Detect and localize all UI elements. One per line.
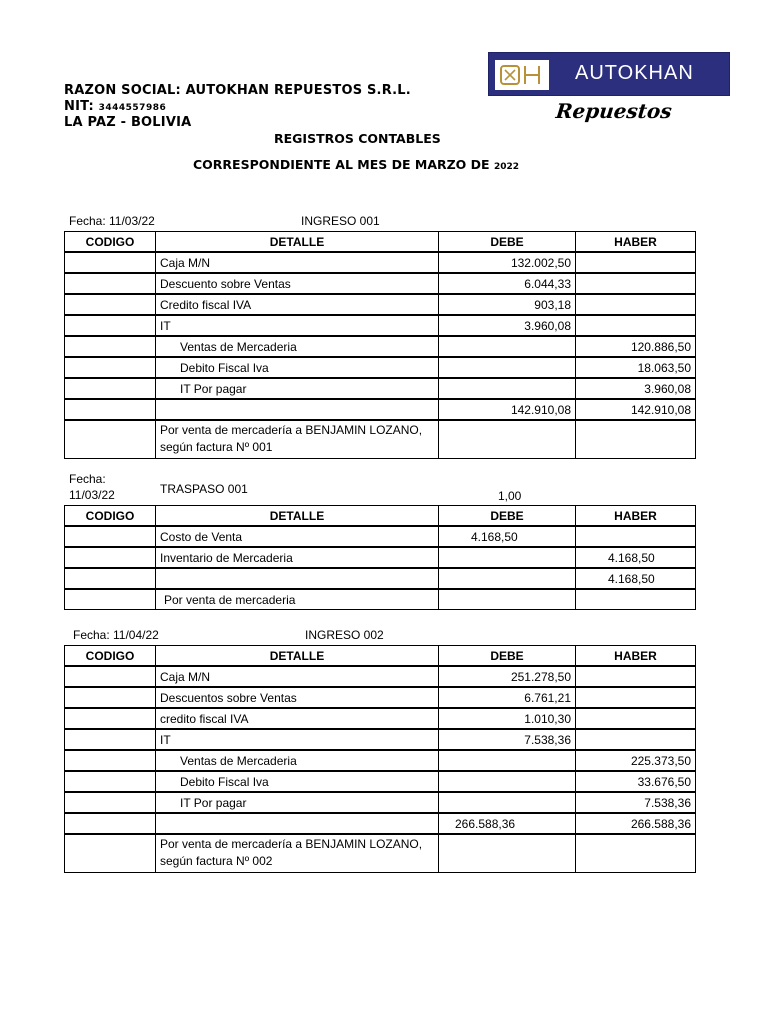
cell-debe <box>439 792 576 813</box>
nit-label: NIT: <box>64 99 94 114</box>
cell-codigo <box>65 834 156 873</box>
cell-haber <box>576 687 696 708</box>
subtitle-text: CORRESPONDIENTE AL MES DE MARZO DE <box>193 157 490 172</box>
cell-detalle: Credito fiscal IVA <box>156 294 439 315</box>
cell-debe: 251.278,50 <box>439 666 576 687</box>
cell-haber <box>576 294 696 315</box>
logo-emblem-icon <box>495 60 549 90</box>
glosa-row <box>65 834 696 873</box>
totals-row <box>65 399 696 420</box>
glosa-row <box>65 420 696 459</box>
cell-codigo <box>65 252 156 273</box>
cell-codigo <box>65 750 156 771</box>
cell-detalle: Inventario de Mercaderia <box>156 547 439 568</box>
cell-debe: 6.761,21 <box>439 687 576 708</box>
entry-type: INGRESO 001 <box>301 214 380 228</box>
table-header-row <box>65 646 696 667</box>
cell-haber <box>576 708 696 729</box>
totals-row <box>65 813 696 834</box>
table-header-row <box>65 506 696 527</box>
entry-type: INGRESO 002 <box>305 628 384 642</box>
page-subtitle <box>193 157 519 172</box>
cell-detalle <box>156 568 439 589</box>
glosa-text: Por venta de mercaderia <box>156 589 439 610</box>
cell-codigo <box>65 792 156 813</box>
entry-extra-value: 1,00 <box>498 489 522 503</box>
cell-detalle: credito fiscal IVA <box>156 708 439 729</box>
cell-haber <box>576 729 696 750</box>
total-debe <box>439 568 576 589</box>
table-row <box>65 729 696 750</box>
table-row <box>65 526 696 547</box>
logo-tagline: Repuestos <box>554 99 673 123</box>
company-name: RAZON SOCIAL: AUTOKHAN REPUESTOS S.R.L. <box>64 83 411 98</box>
cell-codigo <box>65 589 156 610</box>
cell-codigo <box>65 294 156 315</box>
col-haber: HABER <box>576 646 696 667</box>
cell-codigo <box>65 526 156 547</box>
col-codigo: CODIGO <box>65 232 156 253</box>
cell-haber <box>576 589 696 610</box>
cell-detalle: Debito Fiscal Iva <box>156 357 439 378</box>
table-row <box>65 547 696 568</box>
col-debe: DEBE <box>439 232 576 253</box>
cell-codigo <box>65 708 156 729</box>
table-row <box>65 687 696 708</box>
entry-date: Fecha: 11/03/22 <box>69 214 155 228</box>
cell-haber <box>576 666 696 687</box>
autokhan-logo <box>488 52 730 96</box>
col-debe: DEBE <box>439 646 576 667</box>
col-codigo: CODIGO <box>65 506 156 527</box>
totals-row <box>65 568 696 589</box>
table-row <box>65 750 696 771</box>
cell-codigo <box>65 687 156 708</box>
cell-detalle: IT <box>156 315 439 336</box>
cell-debe: 4.168,50 <box>439 526 576 547</box>
ledger-table-ingreso-002 <box>64 645 696 873</box>
cell-codigo <box>65 399 156 420</box>
cell-debe <box>439 750 576 771</box>
total-debe: 266.588,36 <box>439 813 576 834</box>
cell-detalle: IT <box>156 729 439 750</box>
company-location: LA PAZ - BOLIVIA <box>64 115 192 130</box>
glosa-row <box>65 589 696 610</box>
cell-detalle: IT Por pagar <box>156 378 439 399</box>
table-row <box>65 252 696 273</box>
cell-codigo <box>65 771 156 792</box>
cell-codigo <box>65 378 156 399</box>
cell-detalle: Debito Fiscal Iva <box>156 771 439 792</box>
table-row <box>65 315 696 336</box>
cell-codigo <box>65 273 156 294</box>
cell-codigo <box>65 357 156 378</box>
table-row <box>65 378 696 399</box>
cell-detalle: Caja M/N <box>156 666 439 687</box>
entry-date-value: 11/03/22 <box>69 488 115 502</box>
table-row <box>65 666 696 687</box>
cell-detalle: Ventas de Mercaderia <box>156 336 439 357</box>
cell-haber <box>576 252 696 273</box>
cell-haber: 4.168,50 <box>576 547 696 568</box>
cell-debe <box>439 336 576 357</box>
cell-detalle: Ventas de Mercaderia <box>156 750 439 771</box>
cell-detalle <box>156 813 439 834</box>
table-row <box>65 792 696 813</box>
col-haber: HABER <box>576 232 696 253</box>
cell-debe <box>439 420 576 459</box>
table-row <box>65 708 696 729</box>
cell-detalle: Caja M/N <box>156 252 439 273</box>
cell-codigo <box>65 729 156 750</box>
ledger-table-traspaso-001 <box>64 505 696 610</box>
cell-debe: 132.002,50 <box>439 252 576 273</box>
table-row <box>65 294 696 315</box>
cell-debe <box>439 378 576 399</box>
glosa-text: Por venta de mercadería a BENJAMIN LOZANO, según factura Nº 001 <box>156 420 439 459</box>
col-detalle: DETALLE <box>156 646 439 667</box>
cell-detalle: Descuentos sobre Ventas <box>156 687 439 708</box>
cell-codigo <box>65 568 156 589</box>
cell-debe <box>439 834 576 873</box>
cell-haber: 33.676,50 <box>576 771 696 792</box>
nit-line <box>64 99 166 114</box>
cell-detalle: IT Por pagar <box>156 792 439 813</box>
table-row <box>65 336 696 357</box>
cell-haber: 120.886,50 <box>576 336 696 357</box>
cell-debe <box>439 589 576 610</box>
cell-haber <box>576 420 696 459</box>
total-haber: 4.168,50 <box>576 568 696 589</box>
logo-brand: AUTOKHAN <box>575 62 694 84</box>
cell-debe <box>439 547 576 568</box>
cell-codigo <box>65 666 156 687</box>
cell-codigo <box>65 813 156 834</box>
cell-codigo <box>65 336 156 357</box>
cell-detalle <box>156 399 439 420</box>
entry-date-label: Fecha: <box>69 472 106 486</box>
entry-date: Fecha: 11/04/22 <box>73 628 159 642</box>
cell-haber: 3.960,08 <box>576 378 696 399</box>
cell-debe: 903,18 <box>439 294 576 315</box>
cell-debe: 1.010,30 <box>439 708 576 729</box>
total-debe: 142.910,08 <box>439 399 576 420</box>
cell-haber <box>576 315 696 336</box>
total-haber: 266.588,36 <box>576 813 696 834</box>
cell-detalle: Costo de Venta <box>156 526 439 547</box>
table-row <box>65 273 696 294</box>
cell-debe: 7.538,36 <box>439 729 576 750</box>
col-haber: HABER <box>576 506 696 527</box>
ledger-table-ingreso-001 <box>64 231 696 459</box>
cell-haber <box>576 834 696 873</box>
cell-debe: 3.960,08 <box>439 315 576 336</box>
cell-haber <box>576 526 696 547</box>
col-detalle: DETALLE <box>156 232 439 253</box>
nit-number: 3444557986 <box>98 103 167 113</box>
total-haber: 142.910,08 <box>576 399 696 420</box>
cell-haber: 7.538,36 <box>576 792 696 813</box>
cell-debe <box>439 771 576 792</box>
col-codigo: CODIGO <box>65 646 156 667</box>
glosa-text: Por venta de mercadería a BENJAMIN LOZANO, según factura Nº 002 <box>156 834 439 873</box>
cell-codigo <box>65 315 156 336</box>
cell-codigo <box>65 547 156 568</box>
table-row <box>65 357 696 378</box>
cell-haber: 225.373,50 <box>576 750 696 771</box>
table-header-row <box>65 232 696 253</box>
cell-detalle: Descuento sobre Ventas <box>156 273 439 294</box>
col-debe: DEBE <box>439 506 576 527</box>
page-title: REGISTROS CONTABLES <box>274 131 441 146</box>
cell-debe: 6.044,33 <box>439 273 576 294</box>
cell-debe <box>439 357 576 378</box>
cell-codigo <box>65 420 156 459</box>
subtitle-year: 2022 <box>493 162 519 172</box>
cell-haber <box>576 273 696 294</box>
table-row <box>65 771 696 792</box>
entry-type: TRASPASO 001 <box>160 482 248 496</box>
col-detalle: DETALLE <box>156 506 439 527</box>
cell-haber: 18.063,50 <box>576 357 696 378</box>
